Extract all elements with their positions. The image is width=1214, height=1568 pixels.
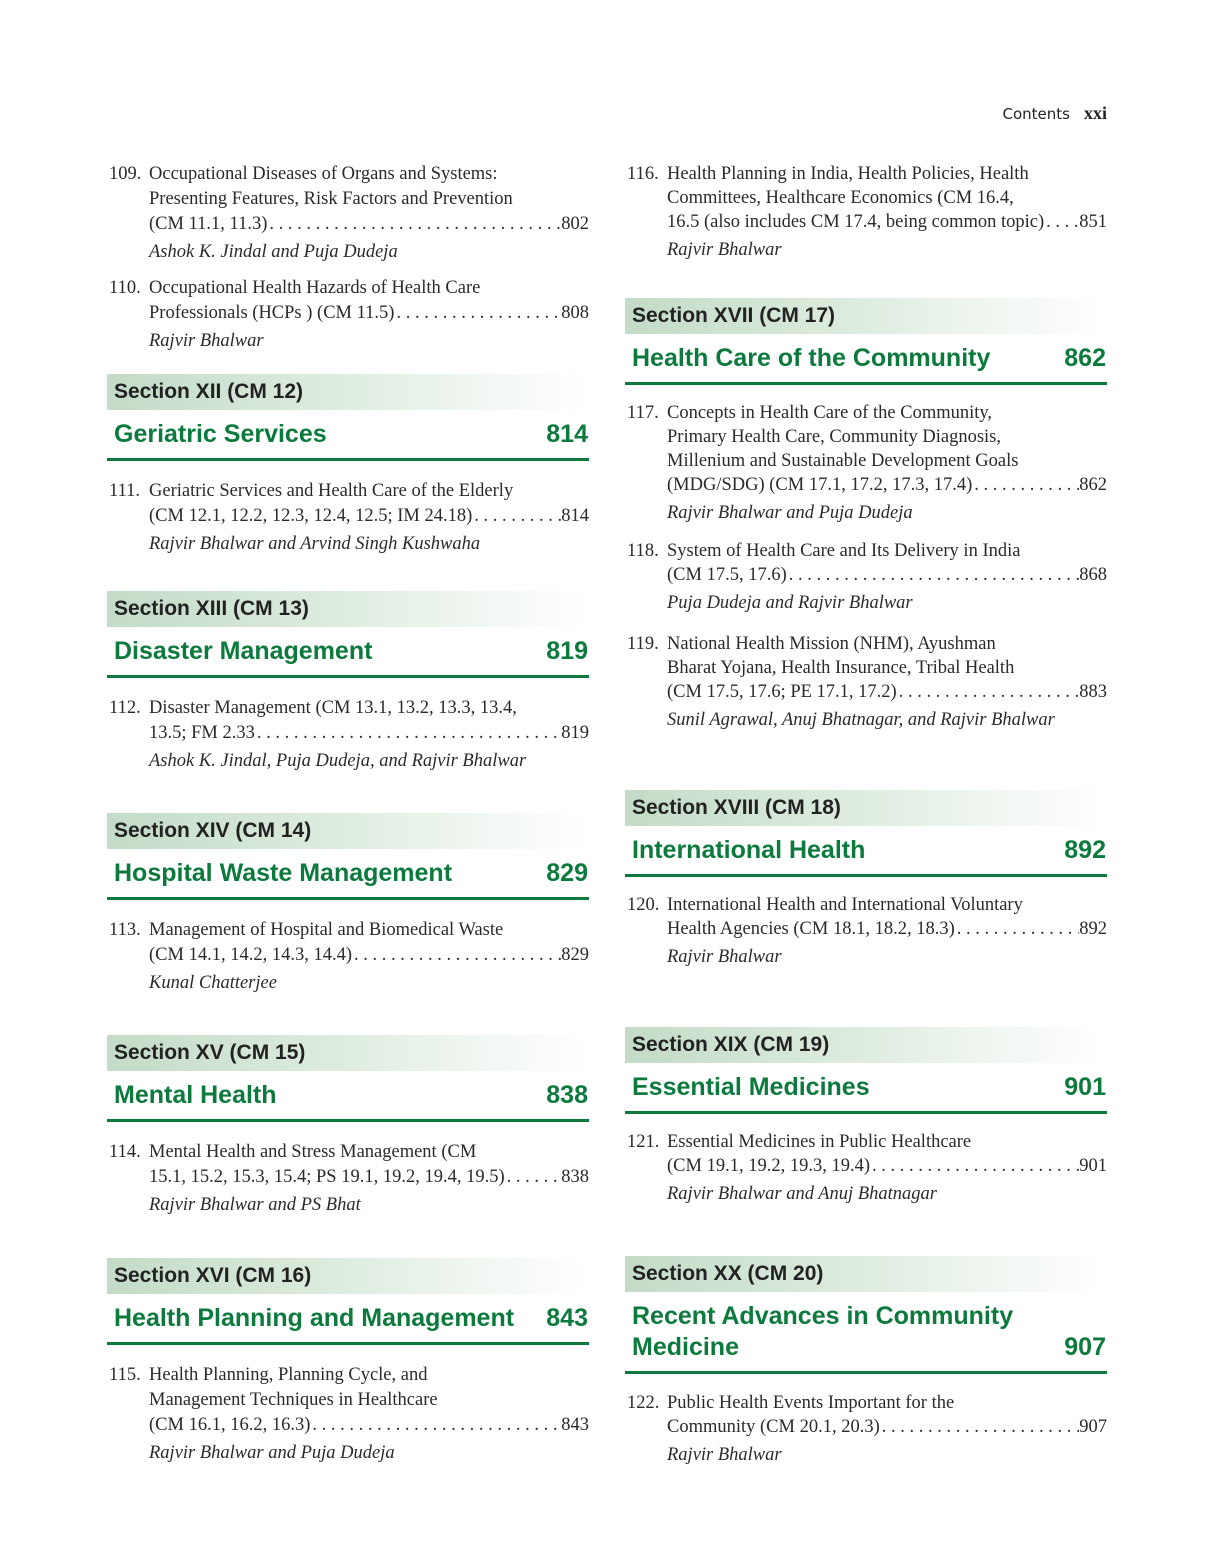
entry-authors: Kunal Chatterjee	[149, 973, 277, 993]
section-rule	[107, 897, 589, 900]
section-title: Health Care of the Community	[632, 344, 991, 372]
entry-number: 121.	[627, 1132, 660, 1152]
section-rule	[107, 1342, 589, 1345]
section-title: Hospital Waste Management	[114, 859, 453, 887]
entry-title-line	[149, 918, 589, 943]
entry-title-line	[667, 917, 1107, 942]
entry-title-line	[149, 276, 589, 301]
section-title: Recent Advances in Community	[632, 1302, 1014, 1330]
entry-title-text: Bharat Yojana, Health Insurance, Tribal Health	[667, 658, 1015, 678]
entry-title-line	[149, 1165, 589, 1190]
entry-page-number: 838	[561, 1167, 589, 1187]
entry-page-number: 808	[561, 303, 589, 323]
entry-title-text: Millenium and Sustainable Development Goals	[667, 451, 1019, 471]
entry-page-number: 862	[1079, 475, 1107, 495]
header-page-number: xxi	[1083, 103, 1107, 123]
dot-leader	[394, 301, 561, 326]
entry-title-text: (MDG/SDG) (CM 17.1, 17.2, 17.3, 17.4)	[667, 475, 973, 495]
entry-title-line	[149, 943, 589, 968]
dot-leader	[352, 943, 561, 968]
entry-page-number: 851	[1079, 212, 1107, 232]
dot-leader	[267, 212, 561, 237]
entry-number: 117.	[627, 403, 659, 423]
section-page-number: 843	[546, 1304, 588, 1332]
entry-title-text: (CM 16.1, 16.2, 16.3)	[149, 1415, 311, 1435]
dot-leader	[880, 1415, 1079, 1440]
entry-title-line	[149, 162, 589, 187]
entry-page-number: 843	[561, 1415, 589, 1435]
entry-title-text: Essential Medicines in Public Healthcare	[667, 1132, 972, 1152]
entry-page-number: 901	[1079, 1156, 1107, 1176]
section-rule	[107, 1119, 589, 1122]
entry-number: 120.	[627, 895, 660, 915]
entry-title-line	[149, 212, 589, 237]
section-title: International Health	[632, 836, 866, 864]
section-label: Section XX (CM 20)	[625, 1256, 1107, 1292]
entry-title-text: Occupational Diseases of Organs and Systems:	[149, 164, 498, 184]
dot-leader	[310, 1413, 561, 1438]
entry-title-text: (CM 14.1, 14.2, 14.3, 14.4)	[149, 945, 352, 965]
entry-title-text: Concepts in Health Care of the Community,	[667, 403, 993, 423]
section-label: Section XVI (CM 16)	[107, 1258, 589, 1294]
entry-number: 115.	[109, 1365, 141, 1385]
entry-title-line	[667, 656, 1107, 681]
entry-title-text: Occupational Health Hazards of Health Care	[149, 278, 481, 298]
entry-title-line	[149, 721, 589, 746]
entry-title-line	[149, 301, 589, 326]
entry-title-text: Health Planning in India, Health Policies, Health	[667, 164, 1029, 184]
entry-title-text: Mental Health and Stress Management (CM	[149, 1142, 477, 1162]
entry-title-text: Health Planning, Planning Cycle, and	[149, 1365, 428, 1385]
entry-title-line	[667, 563, 1107, 588]
entry-page-number: 802	[561, 214, 589, 234]
entry-authors: Rajvir Bhalwar	[667, 240, 782, 260]
entry-title-line	[667, 473, 1107, 498]
section-rule	[107, 675, 589, 678]
dot-leader	[787, 563, 1080, 588]
entry-title-text: Community (CM 20.1, 20.3)	[667, 1417, 880, 1437]
entry-title-line	[149, 504, 589, 529]
entry-page-number: 868	[1079, 565, 1107, 585]
right-column	[625, 0, 1107, 1568]
entry-authors: Puja Dudeja and Rajvir Bhalwar	[667, 593, 913, 613]
entry-authors: Ashok K. Jindal and Puja Dudeja	[149, 242, 398, 262]
entry-title-line	[667, 893, 1107, 918]
entry-authors: Rajvir Bhalwar	[149, 331, 264, 351]
section-rule	[625, 874, 1107, 877]
entry-title-text: System of Health Care and Its Delivery in India	[667, 541, 1021, 561]
dot-leader	[897, 680, 1080, 705]
section-page-number: 814	[546, 420, 588, 448]
entry-title-text: International Health and International Voluntary	[667, 895, 1023, 915]
entry-number: 110.	[109, 278, 141, 298]
entry-number: 119.	[627, 634, 659, 654]
dot-leader	[472, 504, 561, 529]
section-label: Section XVII (CM 17)	[625, 298, 1107, 334]
section-label: Section XIV (CM 14)	[107, 813, 589, 849]
entry-number: 114.	[109, 1142, 141, 1162]
entry-title-text: Management of Hospital and Biomedical Waste	[149, 920, 504, 940]
section-rule	[625, 1371, 1107, 1374]
entry-title-text: Professionals (HCPs ) (CM 11.5)	[149, 303, 395, 323]
entry-authors: Rajvir Bhalwar and Anuj Bhatnagar	[667, 1184, 937, 1204]
entry-title-text: Health Agencies (CM 18.1, 18.2, 18.3)	[667, 919, 955, 939]
entry-title-text: (CM 17.5, 17.6)	[667, 565, 787, 585]
entry-number: 116.	[627, 164, 659, 184]
entry-authors: Rajvir Bhalwar and Puja Dudeja	[667, 503, 913, 523]
entry-title-line	[667, 1130, 1107, 1155]
entry-title-text: Disaster Management (CM 13.1, 13.2, 13.3, 13.4,	[149, 698, 517, 718]
entry-title-line	[667, 186, 1107, 211]
section-page-number: 819	[546, 637, 588, 665]
section-rule	[107, 458, 589, 461]
entry-title-line	[667, 1154, 1107, 1179]
dot-leader	[870, 1154, 1079, 1179]
section-title: Disaster Management	[114, 637, 373, 665]
entry-title-text: 16.5 (also includes CM 17.4, being common topic)	[667, 212, 1045, 232]
entry-title-line	[667, 449, 1107, 474]
dot-leader	[505, 1165, 562, 1190]
entry-title-text: 13.5; FM 2.33	[149, 723, 255, 743]
dot-leader	[255, 721, 561, 746]
entry-title-line	[667, 162, 1107, 187]
entry-title-line	[149, 1388, 589, 1413]
entry-authors: Rajvir Bhalwar and Puja Dudeja	[149, 1443, 395, 1463]
entry-title-text: Geriatric Services and Health Care of the Elderly	[149, 481, 514, 501]
entry-page-number: 819	[561, 723, 589, 743]
entry-number: 112.	[109, 698, 141, 718]
section-title: Essential Medicines	[632, 1073, 870, 1101]
entry-title-text: Committees, Healthcare Economics (CM 16.4,	[667, 188, 1014, 208]
entry-number: 122.	[627, 1393, 660, 1413]
entry-title-line	[667, 680, 1107, 705]
section-label: Section XIX (CM 19)	[625, 1027, 1107, 1063]
entry-title-line	[667, 210, 1107, 235]
entry-authors: Ashok K. Jindal, Puja Dudeja, and Rajvir Bhalwar	[149, 751, 527, 771]
entry-title-line	[149, 1140, 589, 1165]
entry-number: 111.	[109, 481, 141, 501]
section-title: Health Planning and Management	[114, 1304, 515, 1332]
entry-title-text: (CM 12.1, 12.2, 12.3, 12.4, 12.5; IM 24.18)	[149, 506, 473, 526]
section-page-number: 838	[546, 1081, 588, 1109]
entry-title-text: Management Techniques in Healthcare	[149, 1390, 438, 1410]
entry-title-line	[149, 1363, 589, 1388]
entry-title-text: (CM 11.1, 11.3)	[149, 214, 268, 234]
section-page-number: 901	[1064, 1073, 1106, 1101]
entry-authors: Sunil Agrawal, Anuj Bhatnagar, and Rajvir Bhalwar	[667, 710, 1055, 730]
entry-page-number: 892	[1079, 919, 1107, 939]
entry-title-text: Primary Health Care, Community Diagnosis,	[667, 427, 1001, 447]
section-title: Geriatric Services	[114, 420, 327, 448]
section-title: Medicine	[632, 1333, 739, 1361]
section-title: Mental Health	[114, 1081, 277, 1109]
entry-title-line	[667, 1391, 1107, 1416]
entry-title-line	[149, 696, 589, 721]
entry-title-text: Presenting Features, Risk Factors and Prevention	[149, 189, 513, 209]
entry-title-line	[667, 632, 1107, 657]
dot-leader	[972, 473, 1079, 498]
dot-leader	[1044, 210, 1079, 235]
entry-title-line	[149, 479, 589, 504]
section-label: Section XV (CM 15)	[107, 1035, 589, 1071]
entry-title-line	[149, 1413, 589, 1438]
dot-leader	[955, 917, 1080, 942]
entry-number: 118.	[627, 541, 659, 561]
entry-title-text: (CM 19.1, 19.2, 19.3, 19.4)	[667, 1156, 870, 1176]
entry-authors: Rajvir Bhalwar and PS Bhat	[149, 1195, 361, 1215]
section-rule	[625, 1111, 1107, 1114]
section-label: Section XIII (CM 13)	[107, 591, 589, 627]
entry-title-line	[149, 187, 589, 212]
entry-title-text: (CM 17.5, 17.6; PE 17.1, 17.2)	[667, 682, 897, 702]
entry-page-number: 829	[561, 945, 589, 965]
entry-title-text: Public Health Events Important for the	[667, 1393, 955, 1413]
entry-authors: Rajvir Bhalwar and Arvind Singh Kushwaha	[149, 534, 481, 554]
entry-number: 109.	[109, 164, 142, 184]
entry-number: 113.	[109, 920, 141, 940]
section-label: Section XVIII (CM 18)	[625, 790, 1107, 826]
section-page-number: 829	[546, 859, 588, 887]
entry-title-line	[667, 401, 1107, 426]
entry-title-line	[667, 425, 1107, 450]
left-column	[107, 0, 589, 1568]
section-page-number: 862	[1064, 344, 1106, 372]
entry-page-number: 907	[1079, 1417, 1107, 1437]
section-rule	[625, 382, 1107, 385]
entry-page-number: 814	[561, 506, 589, 526]
entry-page-number: 883	[1079, 682, 1107, 702]
entry-authors: Rajvir Bhalwar	[667, 947, 782, 967]
entry-title-line	[667, 1415, 1107, 1440]
entry-title-line	[667, 539, 1107, 564]
header-label: Contents	[1002, 105, 1070, 123]
section-page-number: 892	[1064, 836, 1106, 864]
entry-authors: Rajvir Bhalwar	[667, 1445, 782, 1465]
entry-title-text: 15.1, 15.2, 15.3, 15.4; PS 19.1, 19.2, 19.4, 19.5)	[149, 1167, 505, 1187]
section-page-number: 907	[1064, 1333, 1106, 1361]
section-label: Section XII (CM 12)	[107, 374, 589, 410]
entry-title-text: National Health Mission (NHM), Ayushman	[667, 634, 996, 654]
